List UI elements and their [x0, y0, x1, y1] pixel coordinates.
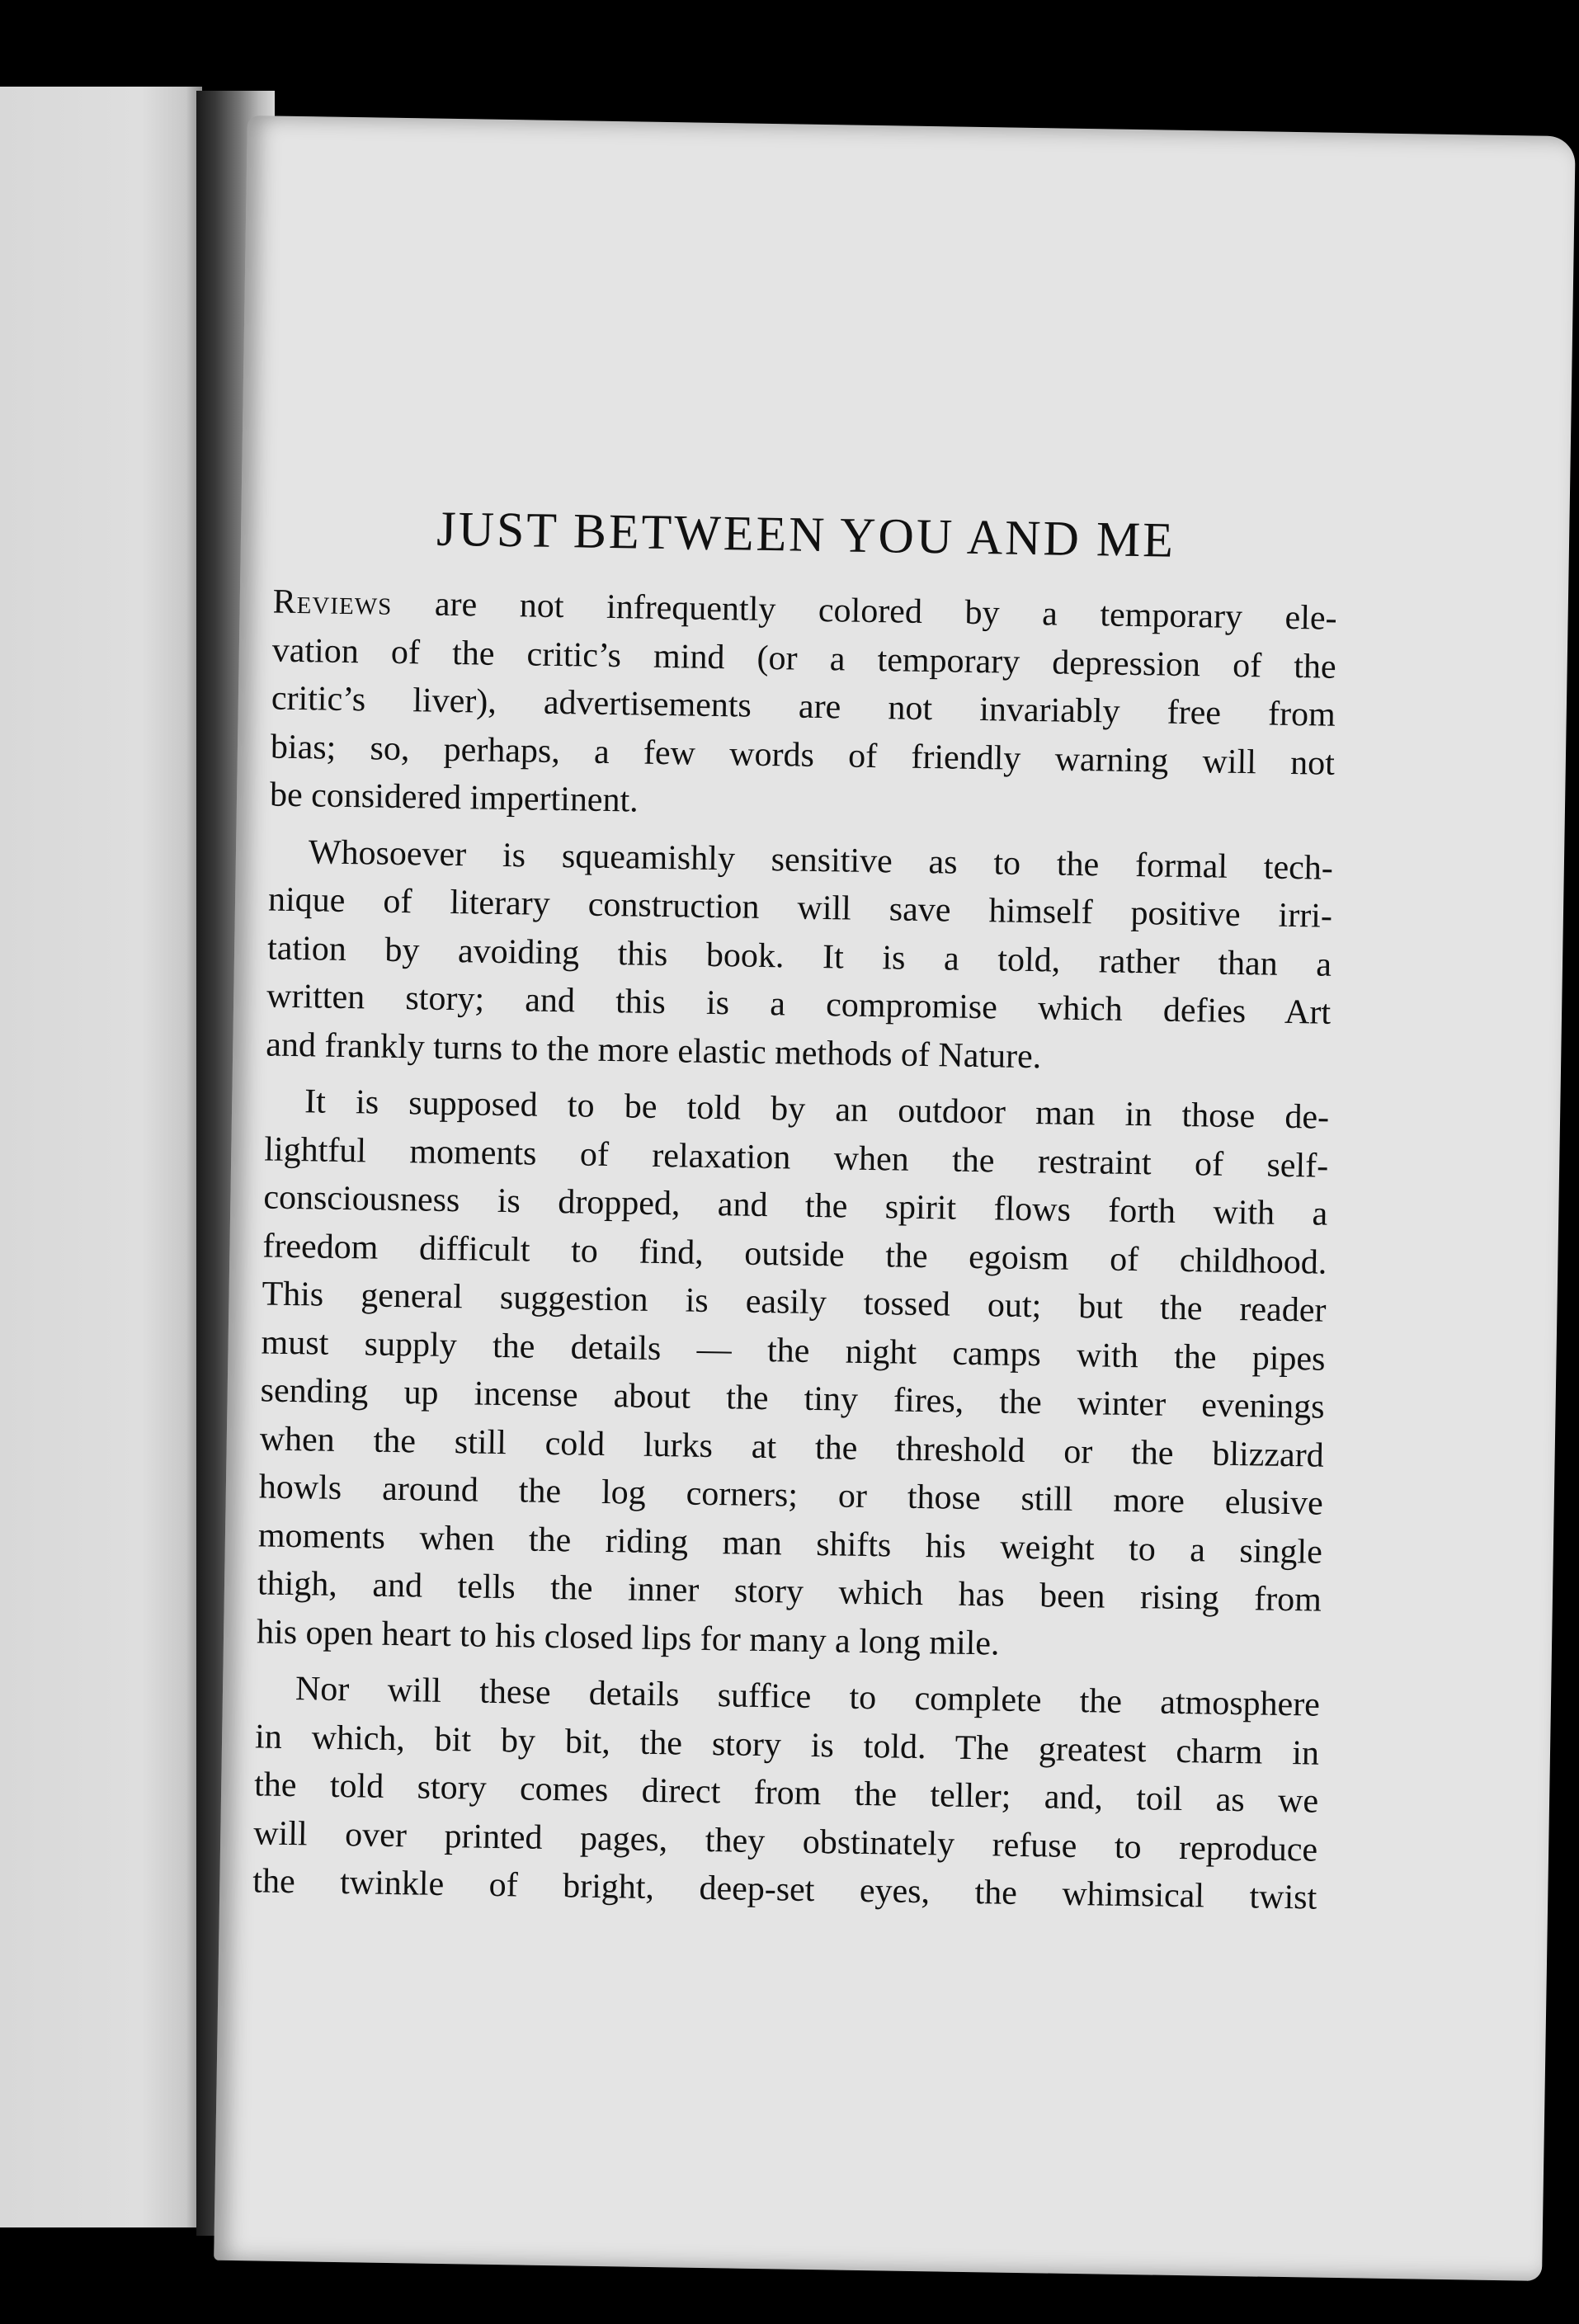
paragraph-3: [257, 1077, 1330, 1672]
text-line: in which, bit by bit, the story is told. The greatest charm in: [254, 1717, 1320, 1773]
text-line: freedom difficult to find, outside the egoism of childhood.: [262, 1226, 1327, 1282]
book-page: [214, 115, 1576, 2281]
text-line: be considered impertinent.: [269, 775, 639, 820]
text-line: bias; so, perhaps, a few words of friendly warning will not: [270, 728, 1336, 783]
text-line: Reviews are not infrequently colored by a temporary ele-: [272, 582, 1337, 638]
text-line: lightful moments of relaxation when the restraint of self-: [263, 1129, 1329, 1186]
text-line: his open heart to his closed lips for many a long mile.: [256, 1612, 1000, 1663]
text-line: when the still cold lurks at the threshold or the blizzard: [259, 1419, 1325, 1475]
chapter-title: JUST BETWEEN YOU AND ME: [436, 501, 1176, 568]
text-line: nique of literary construction will save himself positive irri-: [267, 880, 1333, 936]
paragraph-2: [266, 827, 1333, 1086]
text-line: written story; and this is a compromise which defies Art: [266, 977, 1332, 1032]
text-line: the told story comes direct from the teller; and, toil as we: [253, 1765, 1319, 1821]
paragraph-1: [270, 578, 1337, 837]
text-line: moments when the riding man shifts his weight to a single: [257, 1516, 1323, 1572]
text-line: critic’s liver), advertisements are not invariably free from: [271, 679, 1336, 734]
lead-word: Reviews: [272, 582, 393, 623]
text-line: must supply the details — the night camps with the pipes: [261, 1322, 1326, 1379]
text-line: It is supposed to be told by an outdoor man in those de-: [304, 1082, 1330, 1137]
text-line: howls around the log corners; or those still more elusive: [258, 1468, 1324, 1523]
page-text: [252, 497, 1339, 1931]
text-line: Nor will these details suffice to complete the atmosphere: [295, 1670, 1321, 1724]
previous-page-edge: [0, 87, 202, 2227]
text-line: This general suggestion is easily tossed out; but the reader: [262, 1275, 1327, 1330]
text-line: Whosoever is squeamishly sensitive as to the formal tech-: [308, 832, 1334, 888]
text-line: tation by avoiding this book. It is a told, rather than a: [266, 929, 1332, 984]
text-line: thigh, and tells the inner story which has been rising from: [257, 1564, 1322, 1619]
text-line: will over printed pages, they obstinately refuse to reproduce: [252, 1813, 1318, 1869]
text-line: consciousness is dropped, and the spirit flows forth with a: [263, 1178, 1328, 1233]
text-line: the twinkle of bright, deep-set eyes, the whimsical twist: [252, 1862, 1317, 1917]
text-line: and frankly turns to the more elastic methods of Nature.: [265, 1025, 1042, 1076]
text-line: vation of the critic’s mind (or a temporary depression of the: [271, 631, 1337, 686]
paragraph-4: [252, 1664, 1320, 1922]
text-line: sending up incense about the tiny fires, the winter evenings: [260, 1371, 1325, 1426]
